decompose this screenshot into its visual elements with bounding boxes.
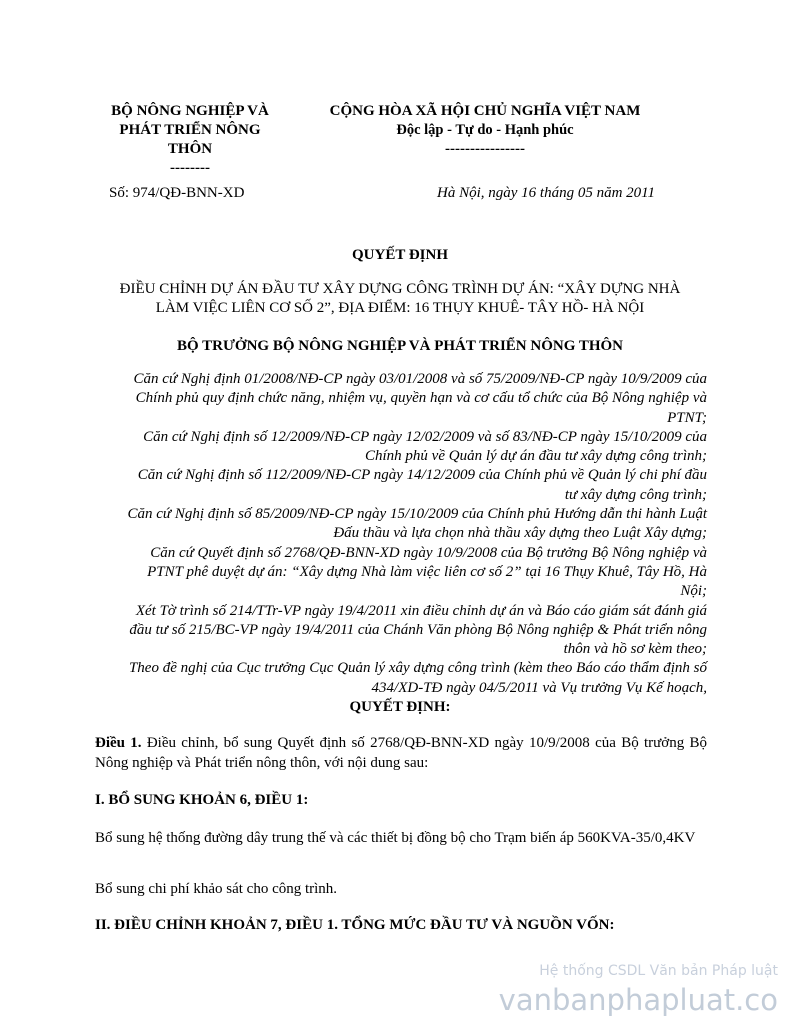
legal-basis — [95, 602, 707, 660]
watermark-domain: vanbanphapluat.co — [498, 983, 778, 1017]
basis-line: Căn cứ Quyết định số 2768/QĐ-BNN-XD ngày 10/9/2008 của Bộ trưởng Bộ Nông nghiệp và — [150, 544, 707, 561]
basis-line: đầu tư số 215/BC-VP ngày 19/4/2011 của Chánh Văn phòng Bộ Nông nghiệp & Phát triển nông — [129, 621, 707, 638]
agency-line: THÔN — [167, 141, 213, 157]
basis-line: 434/XD-TĐ ngày 04/5/2011 và Vụ trưởng Vụ Kế hoạch, — [371, 679, 707, 696]
agency-divider: -------- — [170, 160, 210, 176]
decision-heading: QUYẾT ĐỊNH: — [349, 699, 451, 715]
basis-line: Căn cứ Nghị định số 12/2009/NĐ-CP ngày 12/02/2009 và số 83/NĐ-CP ngày 15/10/2009 của — [143, 428, 707, 445]
section-2-heading: II. ĐIỀU CHỈNH KHOẢN 7, ĐIỀU 1. TỔNG MỨC ĐẦU TƯ VÀ NGUỒN VỐN: — [95, 917, 615, 933]
basis-line: thôn và hồ sơ kèm theo; — [563, 641, 707, 658]
agency-line: PHÁT TRIỂN NÔNG — [119, 122, 261, 138]
article-1 — [95, 733, 707, 773]
nation-divider: ---------------- — [445, 141, 525, 157]
nation-name: CỘNG HÒA XÃ HỘI CHỦ NGHĨA VIỆT NAM — [329, 103, 641, 119]
basis-line: tư xây dựng công trình; — [564, 486, 707, 503]
site-watermark — [499, 962, 778, 1020]
issuing-agency — [100, 102, 280, 178]
legal-basis — [95, 544, 707, 602]
section-1-heading: I. BỔ SUNG KHOẢN 6, ĐIỀU 1: — [95, 792, 309, 808]
document-subject — [95, 280, 705, 318]
legal-bases — [95, 370, 707, 698]
section-1-paragraph: Bổ sung chi phí khảo sát cho công trình. — [95, 881, 338, 897]
legal-basis — [95, 428, 707, 467]
legal-basis — [95, 370, 707, 428]
place-date: Hà Nội, ngày 16 tháng 05 năm 2011 — [437, 185, 656, 201]
subject-line: LÀM VIỆC LIÊN CƠ SỐ 2”, ĐỊA ĐIỂM: 16 THỤY KHUÊ- TÂY HỒ- HÀ NỘI — [155, 300, 645, 316]
basis-line: Chính phủ về Quản lý dự án đầu tư xây dựng công trình; — [365, 448, 707, 465]
basis-line: Chính phủ quy định chức năng, nhiệm vụ, quyền hạn và cơ cấu tổ chức của Bộ Nông nghiệp và — [135, 390, 707, 407]
basis-line: Căn cứ Nghị định số 112/2009/NĐ-CP ngày 14/12/2009 của Chính phủ về Quản lý chi phí đầu — [137, 467, 707, 484]
basis-line: Căn cứ Nghị định 01/2008/NĐ-CP ngày 03/01/2008 và số 75/2009/NĐ-CP ngày 10/9/2009 của — [133, 371, 707, 387]
agency-line: BỘ NÔNG NGHIỆP VÀ — [111, 103, 269, 119]
basis-line: Theo đề nghị của Cục trưởng Cục Quản lý xây dựng công trình (kèm theo Báo cáo thẩm định số — [128, 660, 707, 677]
basis-line: Căn cứ Nghị định số 85/2009/NĐ-CP ngày 15/10/2009 của Chính phủ Hướng dẫn thi hành Luật — [127, 506, 707, 523]
basis-line: PTNT phê duyệt dự án: “Xây dựng Nhà làm việc liên cơ số 2” tại 16 Thụy Khuê, Tây Hồ, Hà — [147, 563, 707, 580]
nation-motto: Độc lập - Tự do - Hạnh phúc — [396, 122, 574, 138]
subject-line: ĐIỀU CHỈNH DỰ ÁN ĐẦU TƯ XÂY DỰNG CÔNG TRÌNH DỰ ÁN: “XÂY DỰNG NHÀ — [119, 281, 681, 297]
legal-basis — [95, 466, 707, 505]
section-1-paragraph: Bổ sung hệ thống đường dây trung thế và các thiết bị đồng bộ cho Trạm biến áp 560KVA-35/0,4KV — [95, 830, 696, 846]
reference-number: Số: 974/QĐ-BNN-XD — [109, 185, 245, 201]
article-1-label: Điều 1. — [95, 735, 142, 751]
article-1-text: Điều chỉnh, bổ sung Quyết định số 2768/QĐ-BNN-XD ngày 10/9/2008 của Bộ trưởng Bộ Nông nghiệp và Phát triển nông thôn, với nội dung sau: — [95, 735, 708, 771]
basis-line: Xét Tờ trình số 214/TTr-VP ngày 19/4/2011 xin điều chỉnh dự án và Báo cáo giám sát đánh giá — [135, 602, 707, 619]
watermark-caption: Hệ thống CSDL Văn bản Pháp luật — [539, 963, 778, 979]
basis-line: Nội; — [680, 583, 707, 600]
basis-line: Đấu thầu và lựa chọn nhà thầu xây dựng theo Luật Xây dựng; — [333, 525, 707, 542]
document-title: QUYẾT ĐỊNH — [352, 247, 448, 263]
legal-basis — [95, 505, 707, 544]
basis-line: PTNT; — [667, 409, 707, 426]
legal-basis — [95, 659, 707, 698]
issuing-authority: BỘ TRƯỞNG BỘ NÔNG NGHIỆP VÀ PHÁT TRIỂN NÔNG THÔN — [176, 338, 624, 354]
national-title — [290, 102, 680, 159]
